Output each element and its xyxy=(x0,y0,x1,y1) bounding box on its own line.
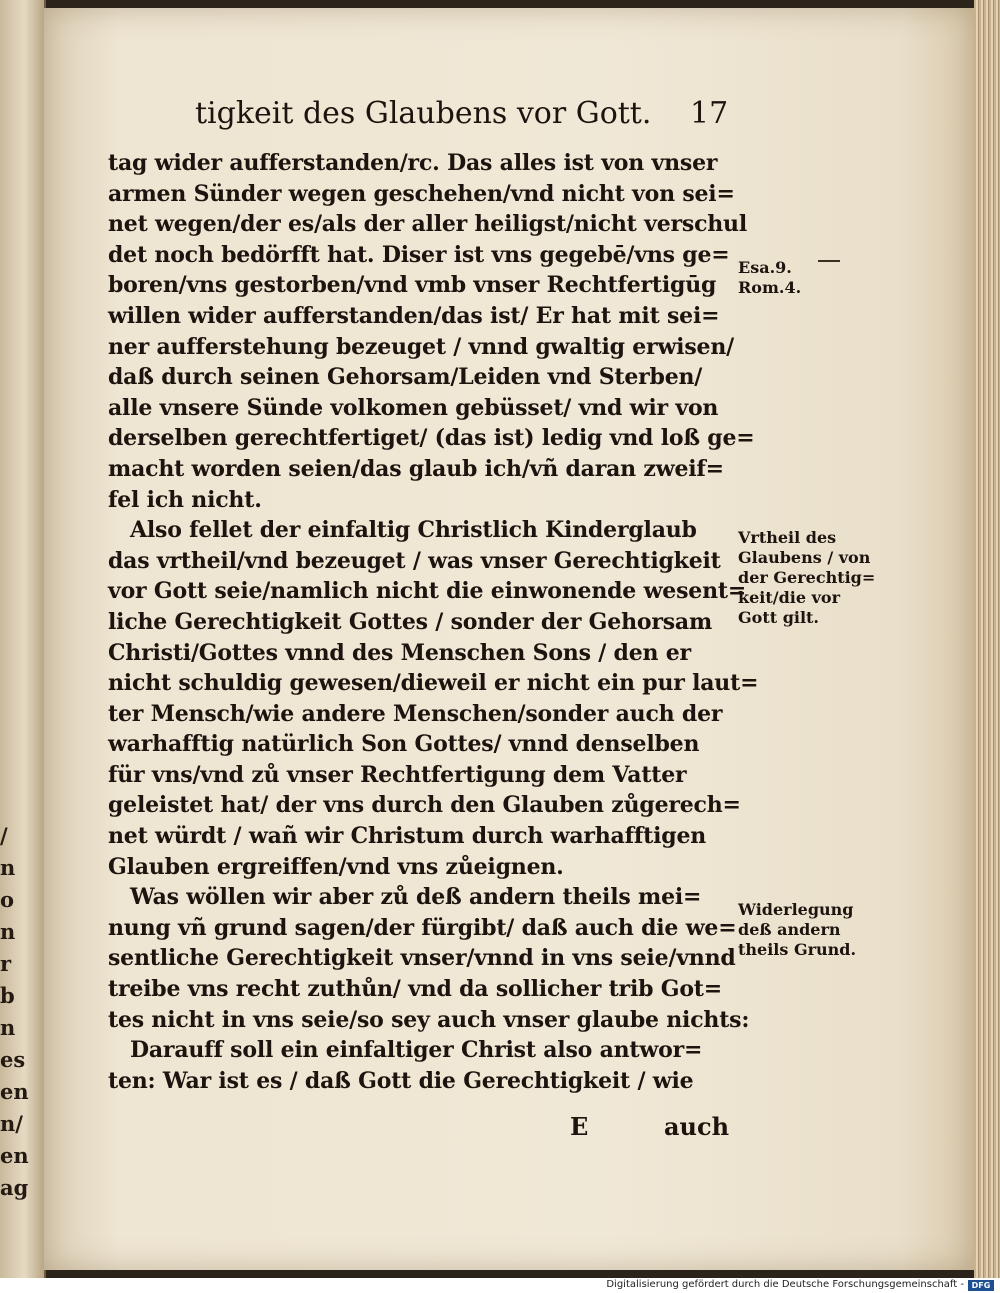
margin-line: Esa.9. xyxy=(738,258,792,277)
margin-line: theils Grund. xyxy=(738,940,857,959)
left-fragment: es xyxy=(0,1047,26,1072)
left-fragment: n/ xyxy=(0,1111,23,1136)
text-line: ter Mensch/wie andere Menschen/sonder auch der xyxy=(108,700,723,727)
signature-mark: E xyxy=(570,1112,589,1141)
text-line: liche Gerechtigkeit Gottes / sonder der Gehorsam xyxy=(108,608,713,635)
text-line: Was wöllen wir aber zů deß andern theils mei= xyxy=(130,884,702,911)
text-line: alle vnsere Sünde volkomen gebüsset/ vnd wir von xyxy=(108,394,719,421)
text-line: ten: War ist es / daß Gott die Gerechtigkeit / wie xyxy=(108,1067,694,1094)
margin-line: Widerlegung xyxy=(738,900,854,919)
text-line: willen wider aufferstanden/das ist/ Er hat mit sei= xyxy=(108,302,720,329)
text-line: tag wider aufferstanden/rc. Das alles ist von vnser xyxy=(108,150,718,176)
left-page-fragments xyxy=(0,820,40,1204)
margin-line: keit/die vor xyxy=(738,588,840,607)
text-line: für vns/vnd zů vnser Rechtfertigung dem Vatter xyxy=(108,761,687,788)
text-line: daß durch seinen Gehorsam/Leiden vnd Sterben/ xyxy=(108,364,703,391)
text-line: derselben gerechtfertiget/ (das ist) ledig vnd loß ge= xyxy=(108,425,755,452)
text-line: boren/vns gestorben/vnd vmb vnser Rechtfertigūg xyxy=(108,272,717,299)
catchword: auch xyxy=(664,1112,730,1141)
margin-line: der Gerechtig= xyxy=(738,568,876,587)
running-header xyxy=(195,96,735,142)
text-line: macht worden seien/das glaub ich/vñ daran zweif= xyxy=(108,455,724,482)
left-fragment: en xyxy=(0,1079,29,1104)
text-line: warhafftig natürlich Son Gottes/ vnnd denselben xyxy=(108,731,700,758)
left-fragment: r xyxy=(0,951,12,976)
text-line: ner aufferstehung bezeuget / vnnd gwaltig erwisen/ xyxy=(108,333,734,360)
marginal-note-scripture xyxy=(738,258,888,298)
left-fragment: o xyxy=(0,887,15,912)
text-line: nicht schuldig gewesen/dieweil er nicht ein pur laut= xyxy=(108,670,759,697)
text-line: das vrtheil/vnd bezeuget / was vnser Gerechtigkeit xyxy=(108,547,721,574)
left-fragment: n xyxy=(0,919,16,944)
margin-line: deß andern xyxy=(738,920,841,939)
digitization-footer xyxy=(0,1278,1000,1293)
left-fragment: b xyxy=(0,983,15,1008)
margin-line: Vrtheil des xyxy=(738,528,837,547)
margin-rule xyxy=(818,260,840,262)
text-line: Christi/Gottes vnnd des Menschen Sons / den er xyxy=(108,639,691,666)
left-fragment: / xyxy=(0,823,8,848)
text-line: net würdt / wañ wir Christum durch warhafftigen xyxy=(108,823,707,850)
margin-line: Glaubens / von xyxy=(738,548,871,567)
running-title: tigkeit des Glaubens vor Gott. xyxy=(195,96,652,131)
text-line: Glauben ergreiffen/vnd vns zůeignen. xyxy=(108,853,564,880)
text-line: tes nicht in vns seie/so sey auch vnser glaube nichts: xyxy=(108,1006,750,1033)
left-fragment: ag xyxy=(0,1175,29,1200)
left-fragment: en xyxy=(0,1143,29,1168)
margin-line: Rom.4. xyxy=(738,278,802,297)
page-edge-stack xyxy=(974,0,1000,1278)
left-fragment: n xyxy=(0,1015,16,1040)
funding-credit: Digitalisierung gefördert durch die Deutsche Forschungsgemeinschaft - xyxy=(606,1279,964,1290)
text-line: Darauff soll ein einfaltiger Christ also antwor= xyxy=(130,1037,703,1064)
body-text xyxy=(108,148,759,1096)
text-line: geleistet hat/ der vns durch den Glauben zůgerech= xyxy=(108,792,741,819)
left-fragment: n xyxy=(0,855,16,880)
text-line: net wegen/der es/als der aller heiligst/nicht verschul xyxy=(108,211,748,238)
text-line: nung vñ grund sagen/der fürgibt/ daß auch die we= xyxy=(108,914,737,941)
dfg-logo: DFG xyxy=(968,1280,994,1291)
text-line: vor Gott seie/namlich nicht die einwonende wesent= xyxy=(108,578,747,605)
marginal-note-refutation xyxy=(738,900,888,960)
text-line: armen Sünder wegen geschehen/vnd nicht von sei= xyxy=(108,180,735,207)
marginal-note-judgement xyxy=(738,528,888,628)
text-line: fel ich nicht. xyxy=(108,486,262,513)
text-line: sentliche Gerechtigkeit vnser/vnnd in vns seie/vnnd xyxy=(108,945,736,972)
text-line: det noch bedörfft hat. Diser ist vns gegebē/vns ge= xyxy=(108,241,730,268)
text-line: Also fellet der einfaltig Christlich Kinderglaub xyxy=(130,517,697,544)
page-number: 17 xyxy=(690,96,729,131)
text-line: treibe vns recht zuthůn/ vnd da sollicher trib Got= xyxy=(108,976,722,1003)
margin-line: Gott gilt. xyxy=(738,608,819,627)
